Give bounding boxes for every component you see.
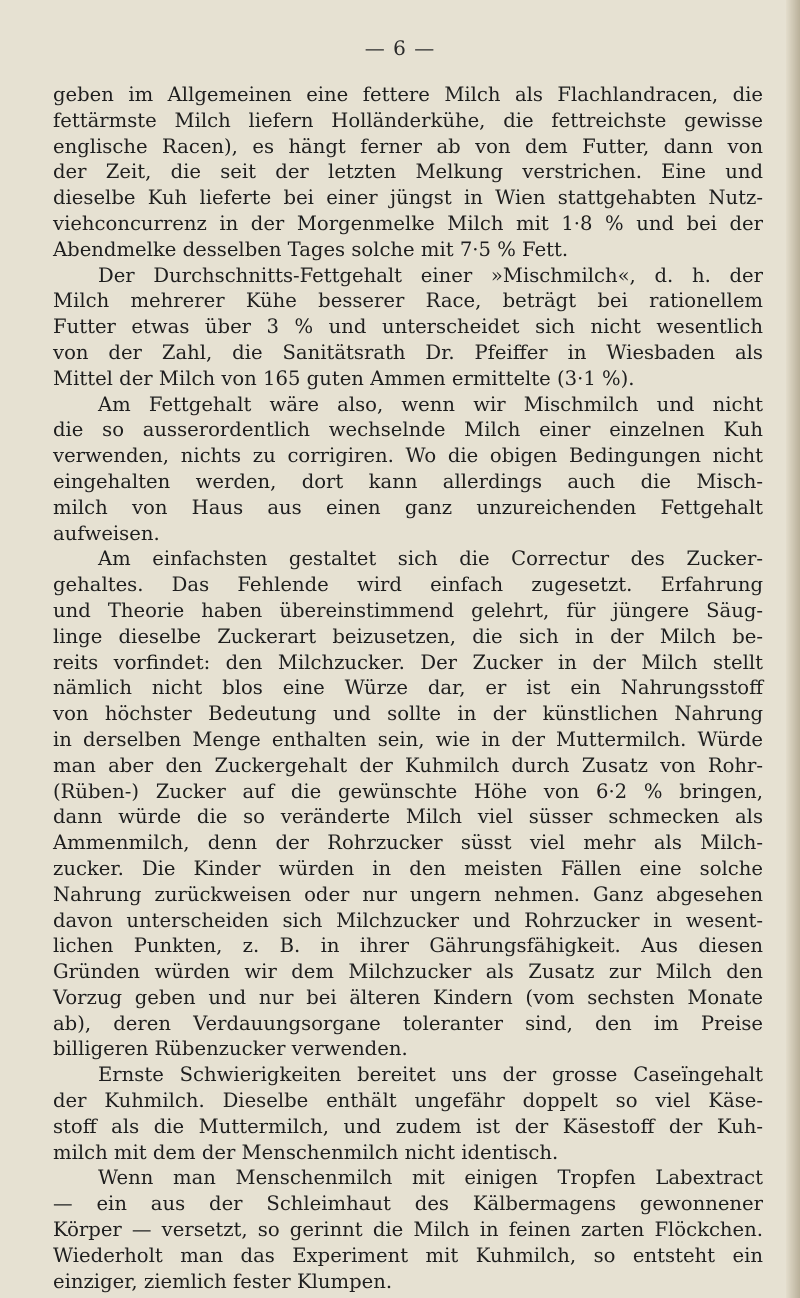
text-line: Ammenmilch, denn der Rohrzucker süsst viel mehr als Milch- xyxy=(53,831,763,855)
text-line: in derselben Menge enthalten sein, wie in der Muttermilch. Würde xyxy=(53,727,763,751)
text-line: milch von Haus aus einen ganz unzureichenden Fettgehalt xyxy=(53,495,763,519)
text-line: die so ausserordentlich wechselnde Milch einer einzelnen Kuh xyxy=(53,418,763,442)
text-line: linge dieselbe Zuckerart beizusetzen, die sich in der Milch be- xyxy=(53,624,763,648)
text-line: und Theorie haben übereinstimmend gelehrt, für jüngere Säug- xyxy=(53,598,763,622)
text-line: dann würde die so veränderte Milch viel süsser schmecken als xyxy=(53,805,763,829)
body-text xyxy=(53,82,763,1294)
text-line: der Zeit, die seit der letzten Melkung verstrichen. Eine und xyxy=(53,160,763,184)
text-line: gehaltes. Das Fehlende wird einfach zugesetzt. Erfahrung xyxy=(53,573,763,597)
text-line: Am Fettgehalt wäre also, wenn wir Mischmilch und nicht xyxy=(98,392,763,416)
text-line: fettärmste Milch liefern Holländerkühe, die fettreichste gewisse xyxy=(53,108,763,132)
text-line: dieselbe Kuh lieferte bei einer jüngst in Wien stattgehabten Nutz- xyxy=(53,186,763,210)
text-line: englische Racen), es hängt ferner ab von dem Futter, dann von xyxy=(53,134,763,158)
text-line: Ernste Schwierigkeiten bereitet uns der grosse Caseïngehalt xyxy=(98,1063,763,1087)
text-line: — ein aus der Schleimhaut des Kälbermagens gewonnener xyxy=(53,1192,763,1216)
text-line: geben im Allgemeinen eine fettere Milch als Flachlandracen, die xyxy=(53,83,763,106)
text-line: Am einfachsten gestaltet sich die Correctur des Zucker- xyxy=(98,547,763,571)
text-line: verwenden, nichts zu corrigiren. Wo die obigen Bedingungen nicht xyxy=(53,444,763,468)
text-line: Vorzug geben und nur bei älteren Kindern (vom sechsten Monate xyxy=(53,985,763,1009)
text-line: viehconcurrenz in der Morgenmelke Milch mit 1·8 % und bei der xyxy=(53,211,763,235)
text-line: Nahrung zurückweisen oder nur ungern nehmen. Ganz abgesehen xyxy=(53,882,763,906)
text-line: Milch mehrerer Kühe besserer Race, beträgt bei rationellem xyxy=(53,289,763,313)
text-line: man aber den Zuckergehalt der Kuhmilch durch Zusatz von Rohr- xyxy=(53,753,763,777)
text-line: billigeren Rübenzucker verwenden. xyxy=(53,1037,408,1061)
text-line: einziger, ziemlich fester Klumpen. xyxy=(53,1269,393,1293)
text-line: davon unterscheiden sich Milchzucker und Rohrzucker in wesent- xyxy=(53,908,763,932)
text-line: Gründen würden wir dem Milchzucker als Zusatz zur Milch den xyxy=(53,960,763,984)
text-line: Wiederholt man das Experiment mit Kuhmilch, so entsteht ein xyxy=(53,1243,763,1267)
text-line: reits vorfindet: den Milchzucker. Der Zucker in der Milch stellt xyxy=(53,650,763,674)
page-edge-shadow xyxy=(786,0,800,1298)
text-line: Der Durchschnitts-Fettgehalt einer »Mischmilch«, d. h. der xyxy=(98,263,763,287)
text-line: Abendmelke desselben Tages solche mit 7·5 % Fett. xyxy=(53,237,569,261)
text-line: nämlich nicht blos eine Würze dar, er ist ein Nahrungsstoff xyxy=(53,676,763,700)
text-line: milch mit dem der Menschenmilch nicht identisch. xyxy=(53,1140,559,1164)
text-line: Wenn man Menschenmilch mit einigen Tropfen Labextract xyxy=(98,1166,763,1190)
text-line: stoff als die Muttermilch, und zudem ist der Käsestoff der Kuh- xyxy=(53,1114,763,1138)
text-line: (Rüben-) Zucker auf die gewünschte Höhe von 6·2 % bringen, xyxy=(53,779,763,803)
text-line: der Kuhmilch. Dieselbe enthält ungefähr doppelt so viel Käse- xyxy=(53,1089,763,1113)
text-line: eingehalten werden, dort kann allerdings auch die Misch- xyxy=(53,469,763,493)
text-line: Mittel der Milch von 165 guten Ammen ermittelte (3·1 %). xyxy=(53,366,635,390)
text-line: aufweisen. xyxy=(53,521,160,545)
text-line: von der Zahl, die Sanitätsrath Dr. Pfeiffer in Wiesbaden als xyxy=(53,340,763,364)
page-number: — 6 — xyxy=(364,36,436,60)
text-line: Futter etwas über 3 % und unterscheidet sich nicht wesentlich xyxy=(53,315,763,339)
text-line: zucker. Die Kinder würden in den meisten Fällen eine solche xyxy=(53,856,763,880)
text-line: Körper — versetzt, so gerinnt die Milch in feinen zarten Flöckchen. xyxy=(53,1218,763,1242)
text-line: ab), deren Verdauungsorgane toleranter sind, den im Preise xyxy=(53,1011,763,1035)
text-line: lichen Punkten, z. B. in ihrer Gährungsfähigkeit. Aus diesen xyxy=(53,934,763,958)
text-line: von höchster Bedeutung und sollte in der künstlichen Nahrung xyxy=(53,702,763,726)
